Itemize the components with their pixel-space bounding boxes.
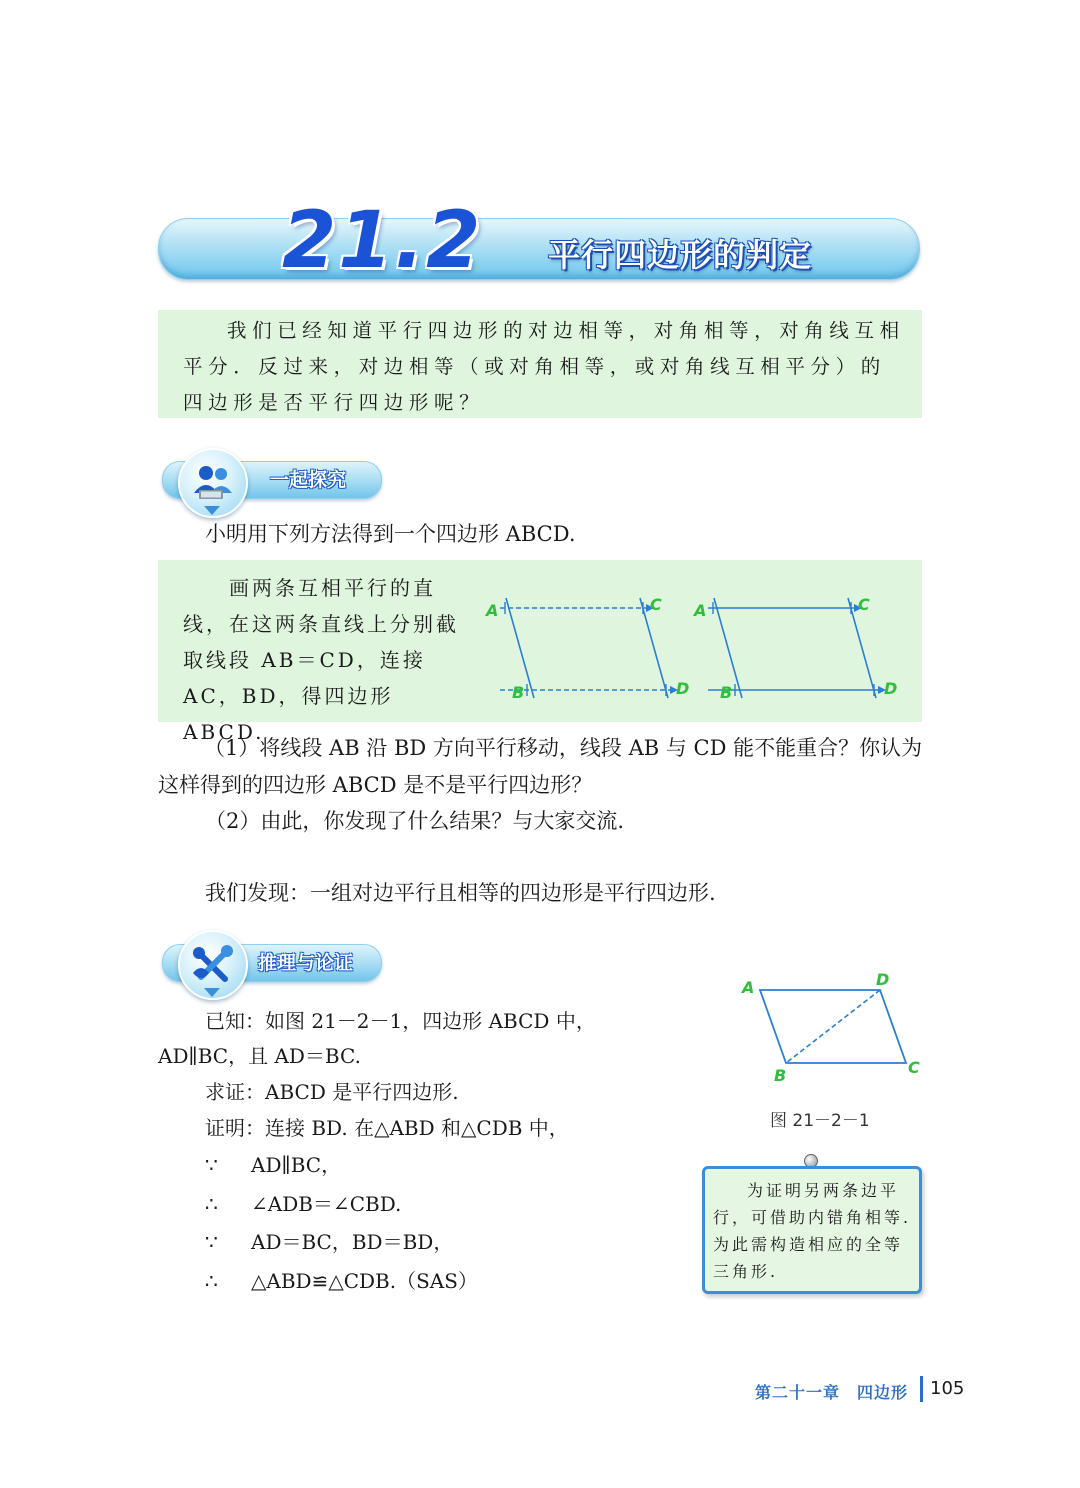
hint-text: 为证明另两条边平行，可借助内错角相等. 为此需构造相应的全等三角形. (713, 1181, 912, 1281)
explore-header-label: 一起探究 (270, 469, 347, 491)
because-symbol: ∵ (205, 1153, 218, 1177)
proof-step-text: AD＝BC，BD＝BD， (251, 1230, 454, 1254)
proof-step (205, 1223, 453, 1261)
proof-step-text: ∠ADB＝∠CBD. (251, 1192, 402, 1216)
proof-step (205, 1262, 478, 1300)
people-icon (191, 463, 235, 503)
prove-line: 求证：ABCD 是平行四边形. (205, 1080, 459, 1104)
fig2-label-a: A (694, 601, 707, 620)
fig1-label-c: C (650, 595, 662, 614)
hint-box (702, 1166, 922, 1294)
figure-label-a: A (742, 978, 755, 997)
page-number: 105 (930, 1378, 965, 1399)
section-title: 平行四边形的判定 (548, 236, 813, 274)
fig2-label-c: C (858, 595, 870, 614)
footer-divider (920, 1376, 923, 1402)
figure-21-2-1 (730, 965, 930, 1090)
proof-step-text: AD∥BC， (251, 1153, 342, 1177)
explore-lead: 小明用下列方法得到一个四边形 ABCD. (205, 522, 576, 546)
because-symbol: ∵ (205, 1230, 218, 1254)
fig2-label-d: D (884, 679, 898, 698)
given-line-2: AD∥BC，且 AD＝BC. (158, 1044, 361, 1068)
reasoning-header-arrow-icon (204, 988, 220, 997)
finding: 我们发现：一组对边平行且相等的四边形是平行四边形. (205, 881, 716, 905)
proof-step-text: △ABD≌△CDB.（SAS） (251, 1269, 478, 1293)
figure-caption: 图 21－2－1 (770, 1111, 870, 1131)
question-2: （2）由此，你发现了什么结果？与大家交流. (205, 809, 625, 833)
proof-step (205, 1185, 401, 1223)
tools-icon (191, 943, 235, 987)
intro-text: 我们已经知道平行四边形的对边相等，对角相等，对角线互相平分．反过来，对边相等（或对角相等，或对角线互相平分）的四边形是否平行四边形呢？ (183, 319, 905, 414)
question-1: （1）将线段 AB 沿 BD 方向平行移动，线段 AB 与 CD 能不能重合？你认为这样得到的四边形 ABCD 是不是平行四边形？ (158, 736, 923, 797)
footer-chapter: 第二十一章 四边形 (755, 1383, 909, 1402)
fig1-label-d: D (676, 679, 690, 698)
proof-step (205, 1146, 341, 1184)
reasoning-header-label: 推理与论证 (258, 952, 354, 974)
fig2-label-b: B (720, 683, 733, 702)
given-line-1: 已知：如图 21－2－1，四边形 ABCD 中， (205, 1009, 596, 1033)
method-text: 画两条互相平行的直线，在这两条直线上分别截取线段 AB＝CD，连接 AC，BD，得四边形 ABCD. (183, 576, 459, 744)
fig1-label-a: A (486, 601, 499, 620)
figure-label-c: C (908, 1058, 920, 1077)
therefore-symbol: ∴ (205, 1269, 218, 1293)
construction-figures (480, 580, 920, 710)
figure-label-b: B (774, 1066, 787, 1085)
explore-header-arrow-icon (204, 506, 220, 515)
figure-label-d: D (876, 970, 890, 989)
therefore-symbol: ∴ (205, 1192, 218, 1216)
fig1-label-b: B (512, 683, 525, 702)
section-number: 21.2 (282, 196, 483, 286)
proof-start: 证明：连接 BD. 在△ABD 和△CDB 中， (205, 1116, 569, 1140)
